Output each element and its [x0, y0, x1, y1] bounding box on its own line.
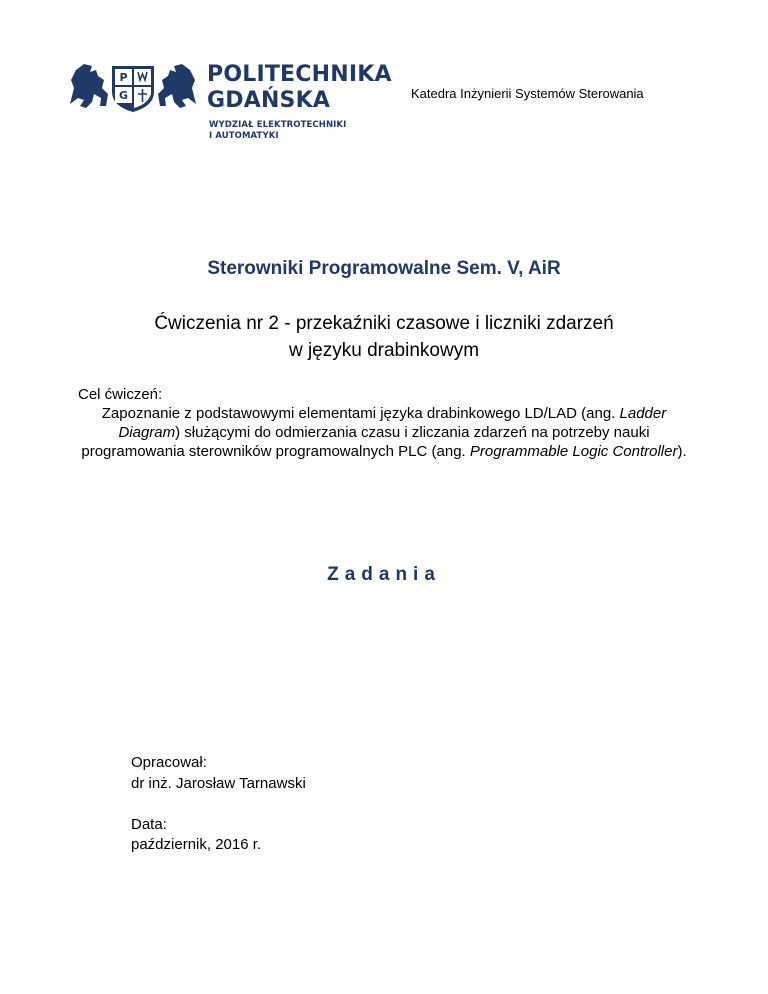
politechnika-gdanska-crest-icon — [68, 58, 198, 114]
goal-text: Zapoznanie z podstawowymi elementami języka drabinkowego LD/LAD (ang. — [101, 405, 620, 422]
goal-term-plc: Programmable Logic Controller — [469, 443, 678, 460]
goal-label: Cel ćwiczeń: — [78, 386, 163, 403]
document-title: Sterowniki Programowalne Sem. V, AiR — [207, 258, 561, 279]
faculty-name-line1: WYDZIAŁ ELEKTROTECHNIKI — [209, 120, 347, 130]
svg-text:P: P — [119, 71, 128, 84]
department-name: Katedra Inżynierii Systemów Sterowania — [411, 86, 644, 101]
prepared-by-value: dr inż. Jarosław Tarnawski — [131, 775, 306, 792]
date-value: październik, 2016 r. — [131, 836, 262, 853]
prepared-by-label: Opracował: — [131, 754, 207, 771]
brand-name-line1: POLITECHNIKA — [207, 62, 392, 87]
svg-text:G: G — [118, 89, 129, 102]
goal-text: ). — [677, 443, 687, 460]
document-subtitle-line2: w języku drabinkowym — [288, 340, 480, 361]
goal-term-ladder-diagram: Ladder Diagram — [118, 405, 667, 441]
goal-text: ) służącymi do odmierzania czasu i zliczania zdarzeń na potrzeby nauki programowania sterowników programowalnych PLC (ang. — [81, 424, 650, 460]
tasks-heading: Zadania — [327, 564, 441, 585]
brand-name-line2: GDAŃSKA — [207, 88, 331, 113]
date-label: Data: — [131, 816, 167, 833]
goal-description — [78, 404, 690, 461]
document-subtitle-line1: Ćwiczenia nr 2 - przekaźniki czasowe i liczniki zdarzeń — [154, 313, 614, 334]
faculty-name-line2: I AUTOMATYKI — [209, 131, 279, 141]
